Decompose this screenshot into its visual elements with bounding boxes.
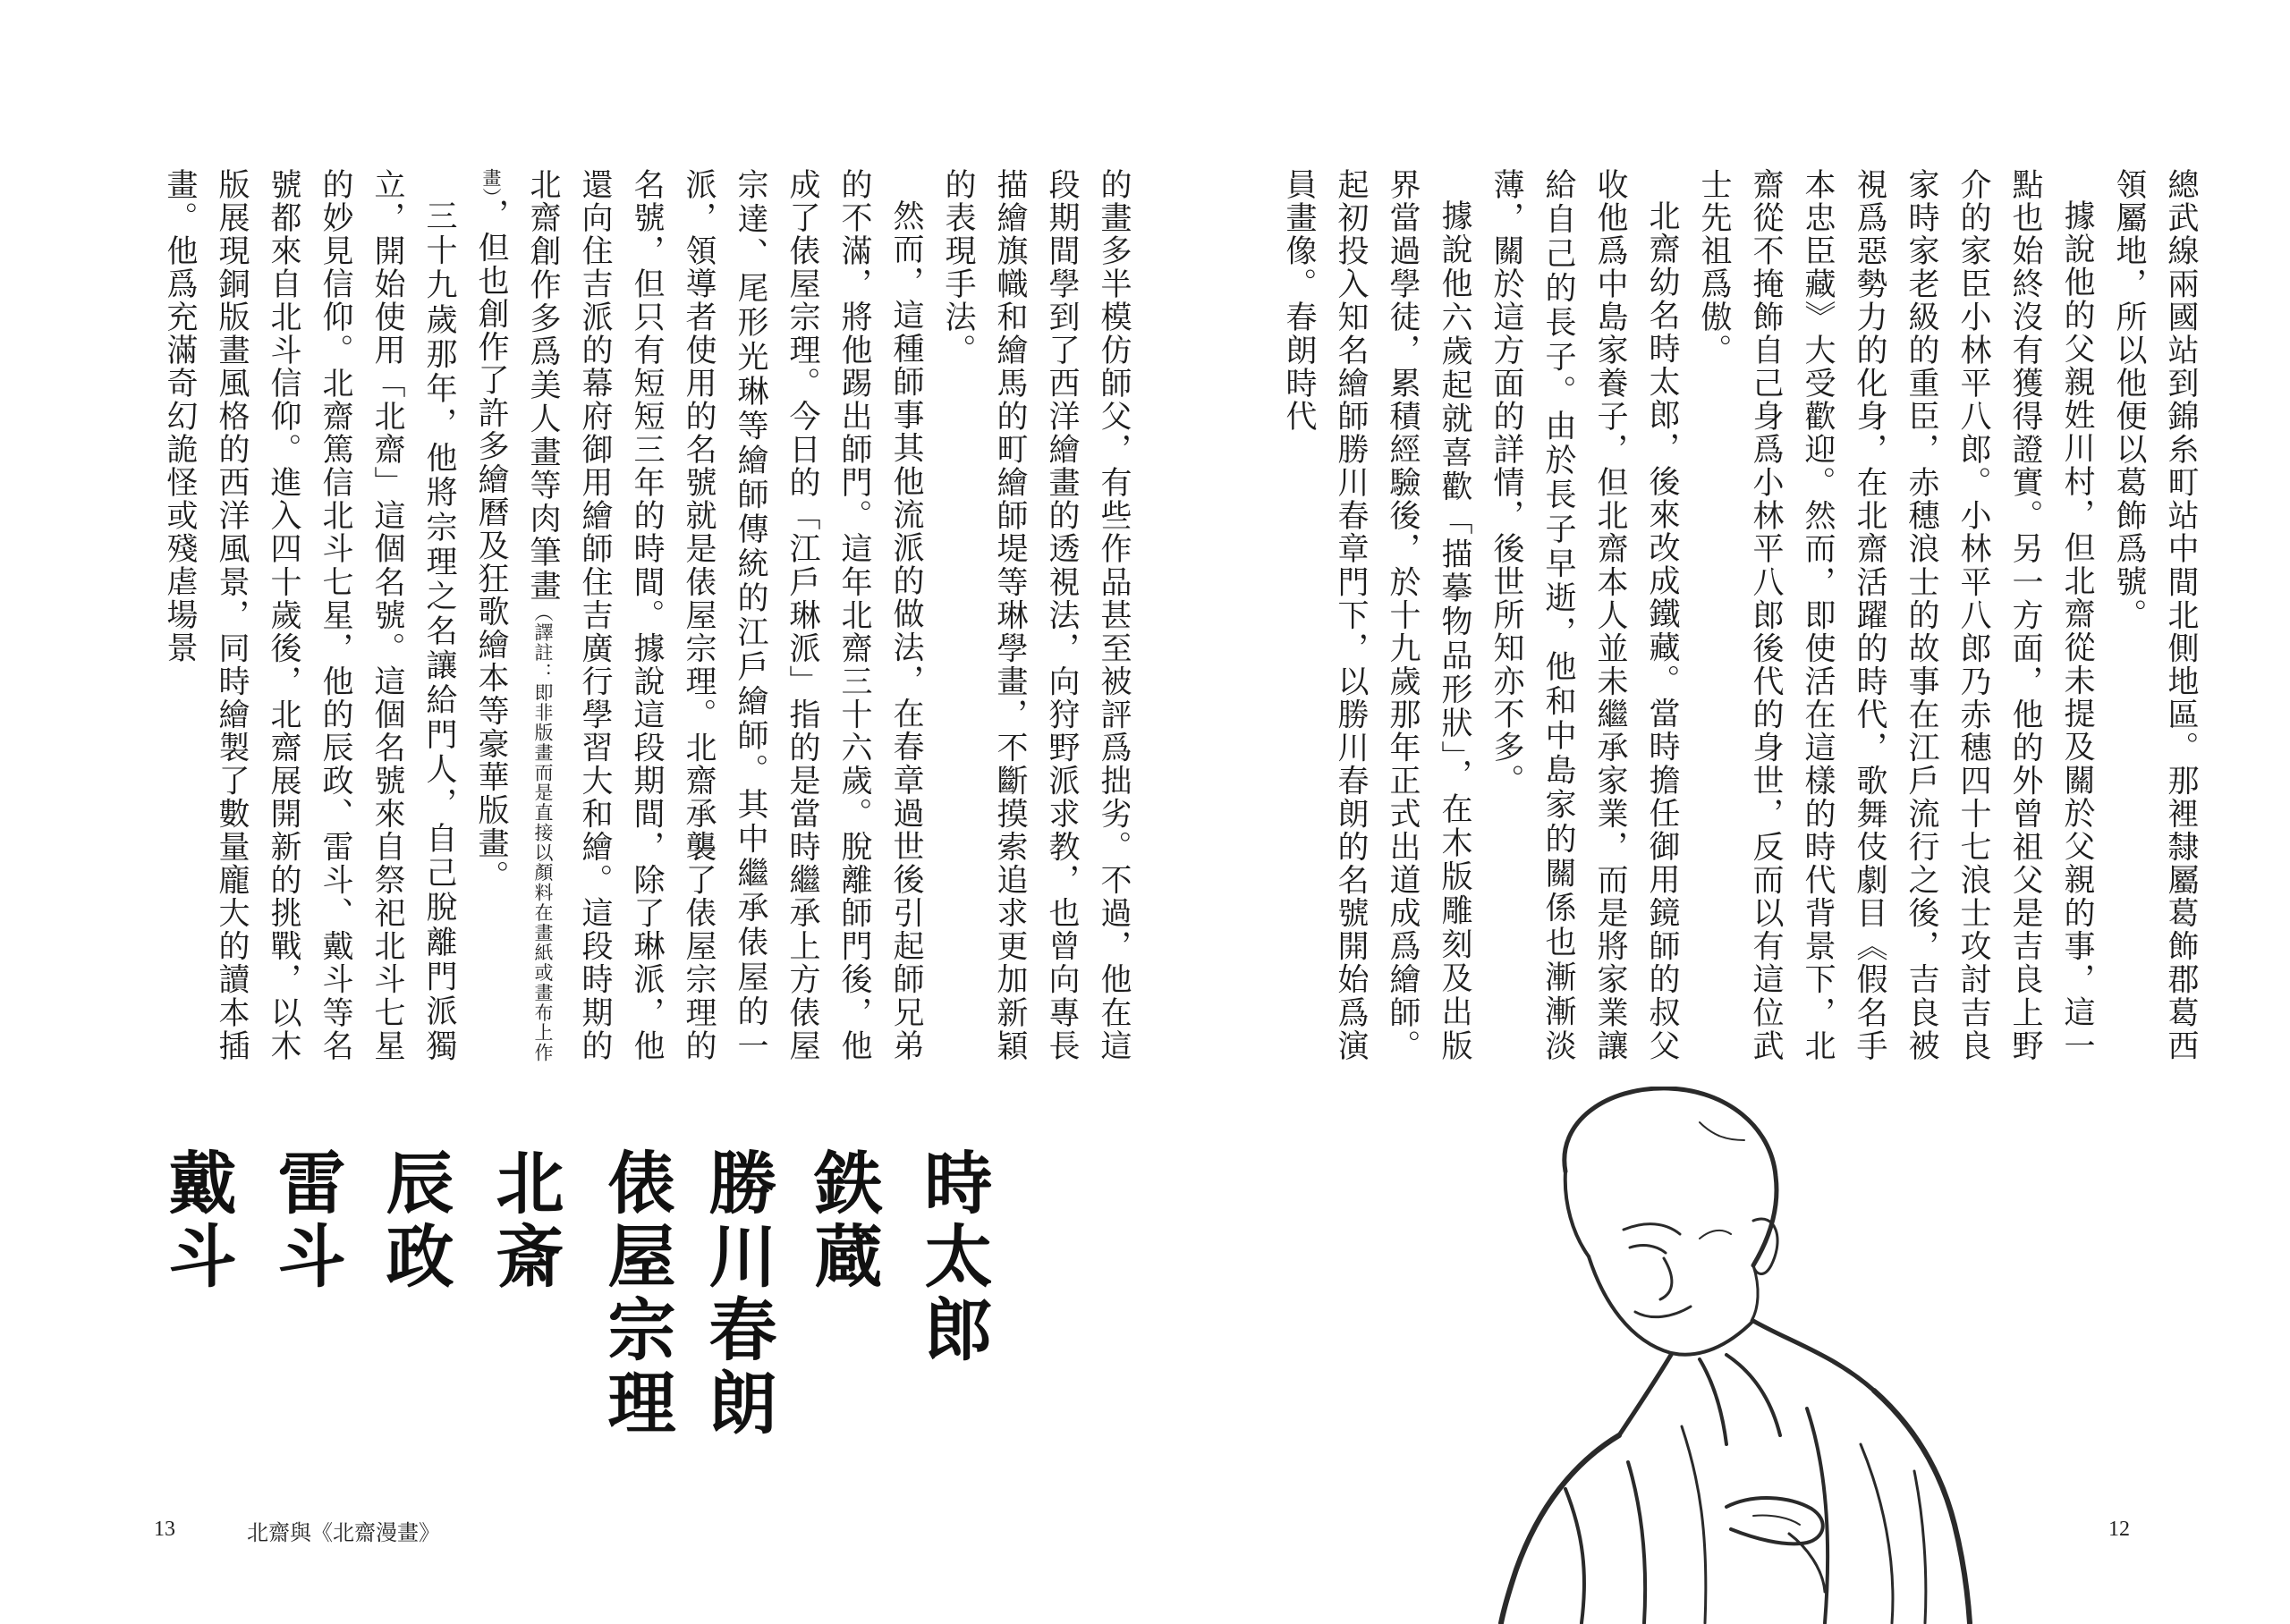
art-name-tawaraya-sori: 俵屋宗理: [597, 1147, 676, 1441]
art-name-tetsuzo: 鉄蔵: [803, 1147, 883, 1294]
paragraph: [465, 168, 932, 1062]
paragraph: 三十九歲那年，他將宗理之名讓給門人，自己脫離門派獨立，開始使用「北齋」這個名號。這個名號來自祭祀北斗七星的妙見信仰。北齋篤信北斗七星，他的辰政、雷斗、戴斗等名號都來自北斗信仰。進入四十歲後，北齋展開新的挑戰，以木版展現銅版畫風格的西洋風景，同時繪製了數量龐大的讀本插畫。他爲充滿奇幻詭怪或殘虐場景: [162, 168, 457, 1062]
art-name-taito: 戴斗: [157, 1147, 237, 1294]
paragraph-text: ，但也創作了許多繪曆及狂歌繪本等豪華版畫。: [473, 198, 509, 893]
paragraph: 據說他六歲起就喜歡「描摹物品形狀」，在木版雕刻及出版界當過學徒，累積經驗後，於十九歲那年正式出道成爲繪師。起初投入知名繪師勝川春章門下，以勝川春朗的名號開始爲演員畫像。春朗時代: [1281, 168, 1472, 1062]
page-number-left: 13: [154, 1518, 175, 1541]
hokusai-portrait-illustration: [1431, 1087, 2057, 1624]
paragraph: 據說他的父親姓川村，但北齋從未提及關於父親的事，這一點也始終沒有獲得證實。另一方面，他的外曾祖父是吉良上野介的家臣小林平八郎。小林平八郎乃赤穗四十七浪士攻討吉良家時家老級的重臣，赤穗浪士的故事在江戶流行之後，吉良被視爲惡勢力的化身，在北齋活躍的時代，歌舞伎劇目《假名手本忠臣藏》大受歡迎。然而，即使活在這樣的時代背景下，北齋從不掩飾自己身爲小林平八郎後代的身世，反而以有這位武士先祖爲傲。: [1696, 168, 2095, 1062]
art-name-tokimasa: 辰政: [375, 1147, 454, 1294]
art-name-hokusai: 北斎: [485, 1147, 564, 1294]
paragraph-text: 然而，這種師事其他流派的做法，在春章過世後引起師兄弟的不滿，將他踢出師門。這年北齋三十六歲。脫離師門後，他成了俵屋宗理。今日的「江戶琳派」指的是當時繼承上方俵屋宗達、尾形光琳等繪師傳統的江戶繪師。其中繼承俵屋的一派，領導者使用的名號就是俵屋宗理。北齋承襲了俵屋宗理的名號，但只有短短三年的時間。據說這段期間，除了琳派，他還向住吉派的幕府御用繪師住吉廣行學習大和繪。這段時期的北齋創作多爲美人畫等肉筆畫: [525, 168, 924, 1062]
paragraph: 的畫多半模仿師父，有些作品甚至被評爲拙劣。不過，他在這段期間學到了西洋繪畫的透視法，向狩野派求教，也曾向專長描繪旗幟和繪馬的町繪師堤等琳學畫，不斷摸索追求更加新穎的表現手法。: [940, 168, 1132, 1062]
translator-note: （譯註：即非版畫而是直接以顏料在畫紙或畫布上作畫）: [480, 168, 554, 1063]
page-number-right: 12: [2108, 1518, 2130, 1541]
art-name-raito: 雷斗: [267, 1147, 346, 1294]
left-page-body-text: [154, 168, 1140, 1062]
paragraph: 總武線兩國站到錦糸町站中間北側地區。那裡隸屬葛飾郡葛西領屬地，所以他便以葛飾爲號。: [2111, 168, 2199, 1062]
paragraph: 北齋幼名時太郎，後來改成鐵藏。當時擔任御用鏡師的叔父收他爲中島家養子，但北齋本人並未繼承家業，而是將家業讓給自己的長子。由於長子早逝，他和中島家的關係也漸漸淡薄，關於這方面的詳情，後世所知亦不多。: [1488, 168, 1680, 1062]
running-head: 北齋與《北齋漫畫》: [247, 1520, 440, 1545]
art-name-tokitaro: 時太郎: [913, 1147, 993, 1367]
art-name-katsukawa-shunro: 勝川春朗: [698, 1147, 777, 1441]
right-page-body-text: [1273, 168, 2207, 1062]
